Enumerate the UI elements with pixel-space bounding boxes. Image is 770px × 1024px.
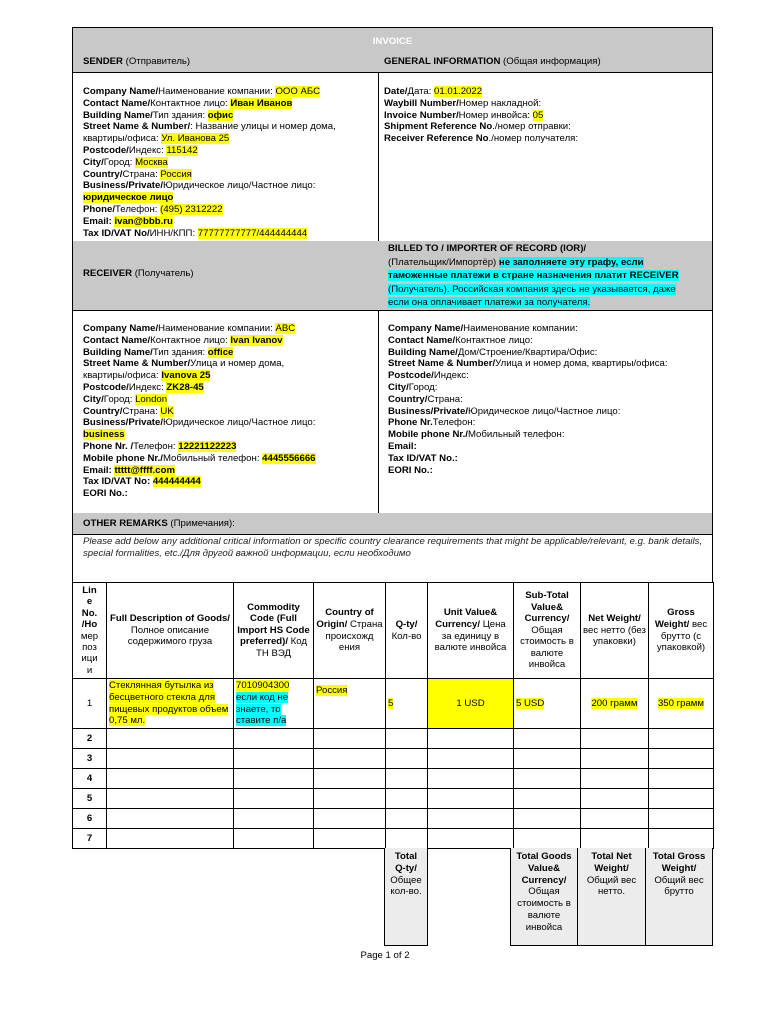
text-line: Tax ID/VAT No/ИНН/КПП: 77777777777/444444444	[83, 227, 308, 239]
remarks-header: OTHER REMARKS (Примечания):	[72, 513, 713, 535]
item-subtotal: 5 USD	[514, 679, 581, 729]
item-no: 4	[73, 769, 107, 789]
general-lines	[384, 86, 712, 145]
item-hs-code: 7010904300 если код не знаете, то ставите п/а	[234, 679, 314, 729]
text-line: и	[86, 664, 93, 676]
text-line: квартиры/офиса: Ул. Иванова 25	[83, 133, 230, 145]
text-line: Contact Name/Контактное лицо: Ivan Ivanov	[83, 334, 283, 346]
item-net-weight: 200 грамм	[581, 679, 649, 729]
item-description: Стеклянная бутылка из бесцветного стекла для пищевых продуктов объем 0,75 мл.	[107, 679, 234, 729]
text-line: Phone Nr.Телефон:	[388, 417, 476, 429]
text-line: Country/Страна:	[388, 393, 463, 405]
ior-detail-lines	[388, 323, 712, 476]
text-line: EORI No.:	[83, 488, 128, 500]
text-line: Company Name/Наименование компании:	[388, 323, 578, 334]
text-line: Phone/Телефон: (495) 2312222	[83, 203, 223, 215]
text-line: Postcode/Индекс:	[388, 370, 469, 382]
item-gross-weight: 350 грамм	[649, 679, 714, 729]
text-line: City/Город: London	[83, 393, 168, 405]
text-line: квартиры/офиса: Ivanova 25	[83, 370, 211, 382]
total-net-weight-cell: Total Net Weight/ Общий вес нетто.	[577, 848, 646, 946]
text-line: поз	[82, 641, 97, 653]
item-no: 2	[73, 729, 107, 749]
sender-header: SENDER (Отправитель)	[72, 53, 379, 73]
total-goods-value-cell: Total Goods Value& Currency/ Общая стоимость в валюте инвойса	[510, 848, 578, 946]
text-line: Company Name/Наименование компании: ABC	[83, 323, 296, 334]
receiver-header: RECEIVER (Получатель)	[72, 241, 379, 311]
total-qty-cell: Total Q-ty/Общее кол-во.	[384, 848, 428, 946]
text-line: Email: ttttt@ffff.com	[83, 464, 175, 476]
text-line: EORI No.:	[388, 464, 433, 476]
text-line: Email:	[388, 440, 417, 452]
text-line: таможенные платежи в стране назначения платит RECEIVER	[388, 270, 679, 282]
text-line: Building Name/Тип здания: офис	[83, 109, 234, 121]
item-no: 6	[73, 809, 107, 829]
text-line: Postcode/Индекс: ZK28-45	[83, 381, 204, 393]
text-line: Email: ivan@bbb.ru	[83, 215, 173, 227]
items-table	[72, 582, 714, 849]
text-line: мер	[80, 630, 99, 642]
text-line: No.	[81, 607, 98, 619]
remarks-body	[72, 534, 713, 583]
remarks-text: Please add below any additional critical information or specific country clearance requirements that might be applicable/relevant, e.g. bank details, special formalities, etc./Для другой важной информации, если необходимо	[83, 536, 703, 559]
item-row-5	[73, 789, 714, 809]
invoice-title-bar	[72, 27, 713, 54]
text-line: Shipment Reference No./номер отправки:	[384, 121, 571, 133]
col-unit-value: Unit Value& Currency/ Цена за единицу в валюте инвойса	[428, 583, 514, 679]
text-line: (Получатель). Российская компания здесь не указывается, даже	[388, 283, 676, 295]
text-line: Building Name/Тип здания: office	[83, 346, 234, 358]
items-header-row	[73, 583, 714, 679]
item-row-3	[73, 749, 714, 769]
text-line: (Плательщик/Импортёр) не заполняете эту графу, если	[388, 256, 644, 268]
col-qty: Q-ty/ Кол-во	[386, 583, 428, 679]
col-gross-weight: Gross Weight/ вес брутто (с упаковкой)	[649, 583, 714, 679]
col-origin: Country of Origin/ Страна происхожд ения	[314, 583, 386, 679]
item-row-6	[73, 809, 714, 829]
col-line-no	[73, 583, 107, 679]
col-subtotal: Sub-Total Value& Currency/ Общая стоимость в валюте инвойса	[514, 583, 581, 679]
text-line: Tax ID/VAT No: 444444444	[83, 476, 201, 488]
text-line: Mobile phone Nr./Мобильный телефон: 4445556666	[83, 452, 316, 464]
text-line: business	[83, 429, 125, 441]
text-line: Receiver Reference No./номер получателя:	[384, 133, 579, 145]
item-row-1	[73, 679, 714, 729]
sender-lines	[83, 86, 378, 239]
ior-lines	[388, 242, 712, 310]
col-description: Full Description of Goods/ Полное описание содержимого груза	[107, 583, 234, 679]
text-line: Invoice Number/Номер инвойса: 05	[384, 109, 544, 121]
text-line: City/Город: Москва	[83, 156, 168, 168]
item-row-4	[73, 769, 714, 789]
item-no: 3	[73, 749, 107, 769]
text-line: Business/Private/Юридическое лицо/Частное лицо:	[388, 405, 621, 417]
text-line: Lin	[82, 584, 97, 596]
text-line: Contact Name/Контактное лицо:	[388, 334, 533, 346]
text-line: /Но	[81, 619, 98, 631]
col-hs-code: Commodity Code (Full Import HS Code preferred)/ Код ТН ВЭД	[234, 583, 314, 679]
invoice-title: INVOICE	[372, 36, 413, 47]
sender-block	[72, 72, 379, 242]
text-line: BILLED TO / IMPORTER OF RECORD (IOR)/	[388, 243, 587, 254]
text-line: Postcode/Индекс: 115142	[83, 144, 198, 156]
text-line: Street Name & Number/Улица и номер дома, квартиры/офиса:	[388, 358, 668, 370]
text-line: Building Name/Дом/Строение/Квартира/Офис:	[388, 346, 598, 358]
text-line: ици	[81, 653, 98, 665]
item-no: 7	[73, 829, 107, 849]
item-unit-value: 1 USD	[428, 679, 514, 729]
ior-header	[378, 241, 713, 311]
item-origin: Россия	[314, 679, 386, 729]
total-gross-weight-cell: Total Gross Weight/ Общий вес брутто	[645, 848, 713, 946]
text-line: Business/Private/Юридическое лицо/Частное лицо:	[83, 180, 316, 192]
general-info-header: GENERAL INFORMATION (Общая информация)	[378, 53, 713, 73]
text-line: Country/Страна: Россия	[83, 168, 192, 180]
item-row-2	[73, 729, 714, 749]
text-line: Waybill Number/Номер накладной:	[384, 97, 542, 109]
line-no-header	[75, 585, 104, 676]
ior-details-block	[378, 310, 713, 514]
text-line: Tax ID/VAT No.:	[388, 452, 458, 464]
item-no: 1	[73, 679, 107, 729]
text-line: Date/Дата: 01.01.2022	[384, 86, 483, 97]
text-line: юридическое лицо	[83, 192, 174, 204]
text-line: Street Name & Number/Улица и номер дома,	[83, 358, 285, 370]
text-line: Country/Страна: UK	[83, 405, 174, 417]
receiver-lines	[83, 323, 378, 500]
text-line: Company Name/Наименование компании: ООО АБС	[83, 86, 321, 97]
text-line: Business/Private/Юридическое лицо/Частное лицо:	[83, 417, 316, 429]
text-line: Mobile phone Nr./Мобильный телефон:	[388, 429, 565, 441]
receiver-block	[72, 310, 379, 514]
text-line: e	[86, 596, 93, 608]
text-line: Contact Name/Контактное лицо: Иван Иванов	[83, 97, 293, 109]
text-line: Phone Nr. /Телефон: 12221122223	[83, 440, 237, 452]
page-number: Page 1 of 2	[360, 950, 410, 961]
text-line: Street Name & Number/: Название улицы и номер дома,	[83, 121, 336, 133]
item-qty: 5	[386, 679, 428, 729]
text-line: City/Город:	[388, 381, 438, 393]
general-info-block	[378, 72, 713, 242]
item-row-7	[73, 829, 714, 849]
item-no: 5	[73, 789, 107, 809]
text-line: если она оплачивает платежи за получателя.	[388, 297, 591, 309]
col-net-weight: Net Weight/ вес нетто (без упаковки)	[581, 583, 649, 679]
